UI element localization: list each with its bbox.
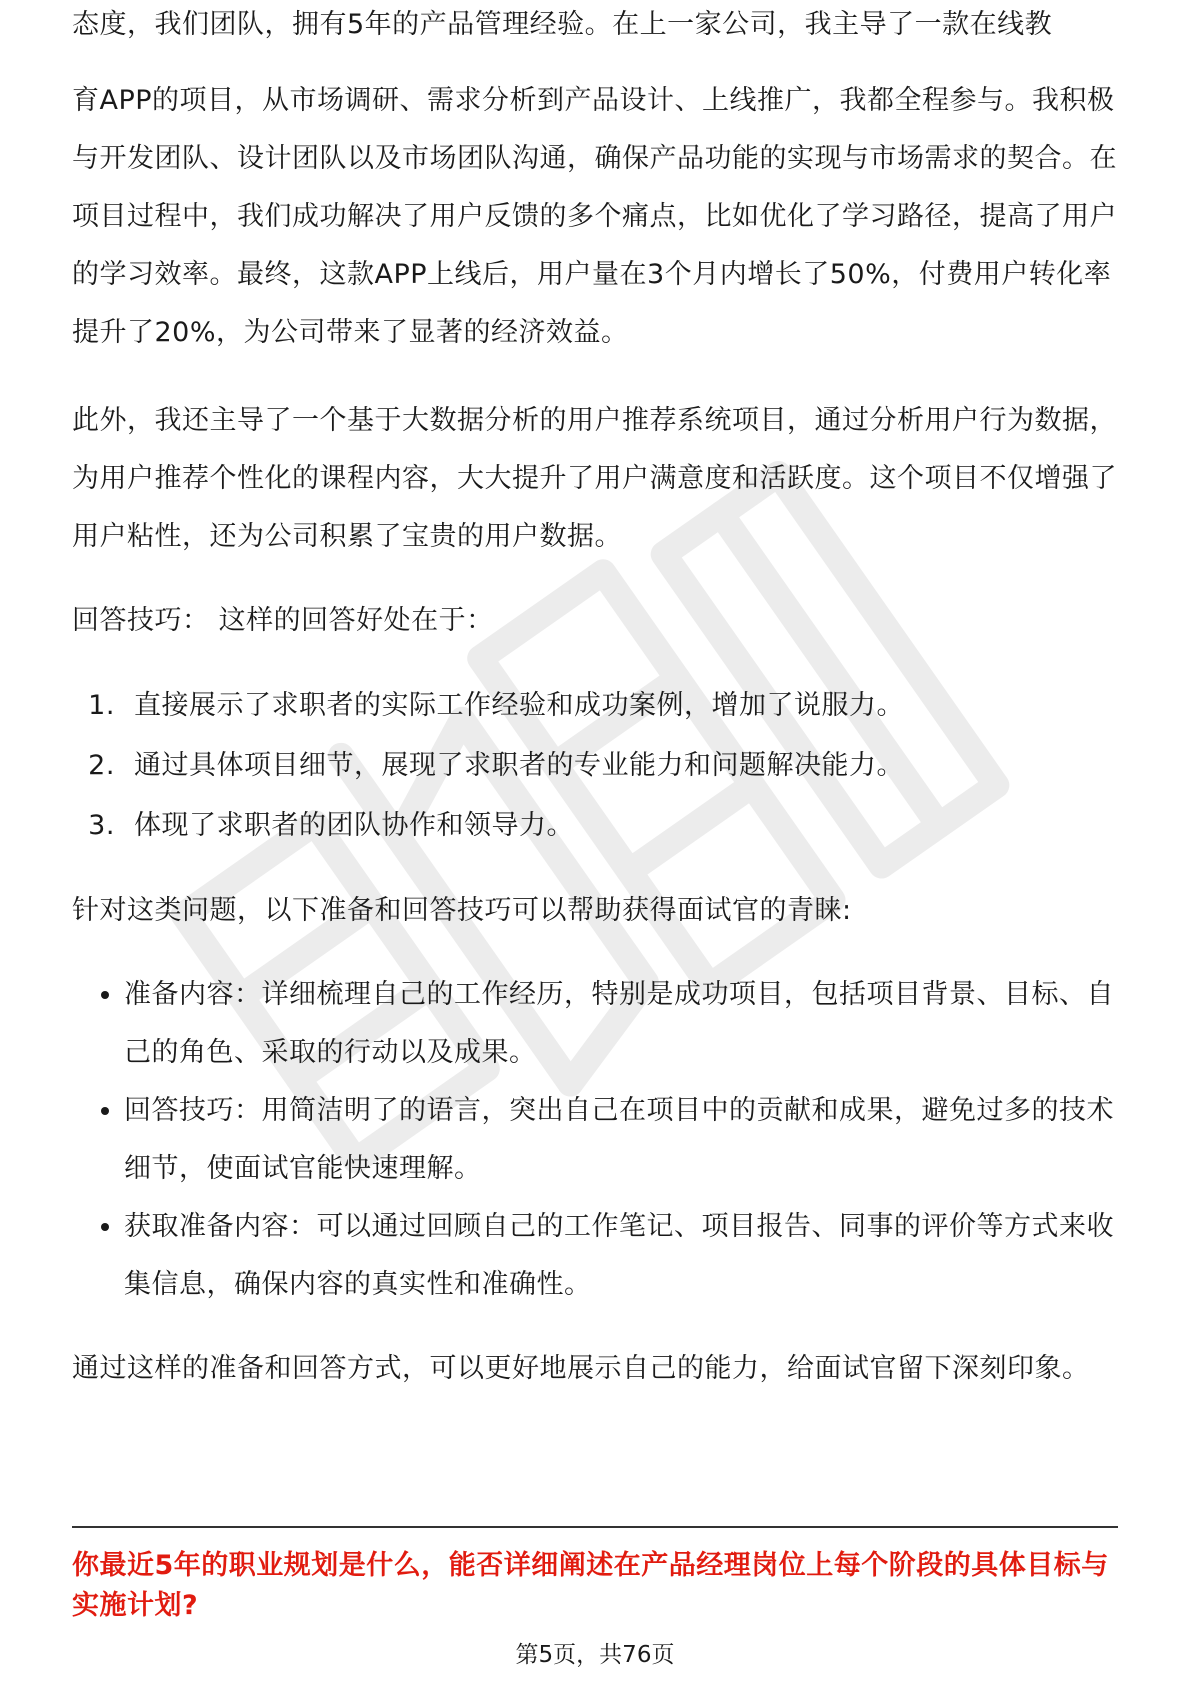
conclusion-paragraph: 通过这样的准备和回答方式，可以更好地展示自己的能力，给面试官留下深刻印象。	[72, 1353, 1090, 1384]
section-divider	[72, 1526, 1118, 1528]
partial-top-line	[72, 9, 1118, 58]
preparation-heading: 针对这类问题，以下准备和回答技巧可以帮助获得面试官的青睐:	[72, 895, 852, 926]
page-indicator: 第5页，共76页	[515, 1642, 675, 1668]
list-item: 1. 直接展示了求职者的实际工作经验和成功案例，增加了说服力。	[124, 676, 1118, 736]
list-item: 2. 通过具体项目细节，展现了求职者的专业能力和问题解决能力。	[124, 736, 1118, 796]
list-item: • 获取准备内容：可以通过回顾自己的工作笔记、项目报告、同事的评价等方式来收集信息，确保内容的真实性和准确性。	[124, 1198, 1118, 1314]
recommendation-project-paragraph: 此外，我还主导了一个基于大数据分析的用户推荐系统项目，通过分析用户行为数据，为用户推荐个性化的课程内容，大大提升了用户满意度和活跃度。这个项目不仅增强了用户粘性，还为公司积累了宝贵的用户数据。	[72, 405, 1117, 552]
document-body	[72, 72, 1118, 1398]
preparation-tips-list	[72, 966, 1118, 1314]
answer-benefits-list	[72, 676, 1118, 856]
experience-paragraph: 育APP的项目，从市场调研、需求分析到产品设计、上线推广，我都全程参与。我积极与开发团队、设计团队以及市场团队沟通，确保产品功能的实现与市场需求的契合。在项目过程中，我们成功解决了用户反馈的多个痛点，比如优化了学习路径，提高了用户的学习效率。最终，这款APP上线后，用户量在3个月内增长了50%，付费用户转化率提升了20%，为公司带来了显著的经济效益。	[72, 85, 1117, 348]
next-interview-question: 你最近5年的职业规划是什么，能否详细阐述在产品经理岗位上每个阶段的具体目标与实施计划?	[72, 1550, 1109, 1621]
answer-tips-heading: 回答技巧： 这样的回答好处在于：	[72, 605, 494, 636]
list-item: • 准备内容：详细梳理自己的工作经历，特别是成功项目，包括项目背景、目标、自己的角色、采取的行动以及成果。	[124, 966, 1118, 1082]
partial-top-line-text: 态度，我们团队，拥有5年的产品管理经验。在上一家公司，我主导了一款在线教	[72, 9, 1053, 40]
list-item: • 回答技巧：用简洁明了的语言，突出自己在项目中的贡献和成果，避免过多的技术细节，使面试官能快速理解。	[124, 1082, 1118, 1198]
list-item: 3. 体现了求职者的团队协作和领导力。	[124, 796, 1118, 856]
